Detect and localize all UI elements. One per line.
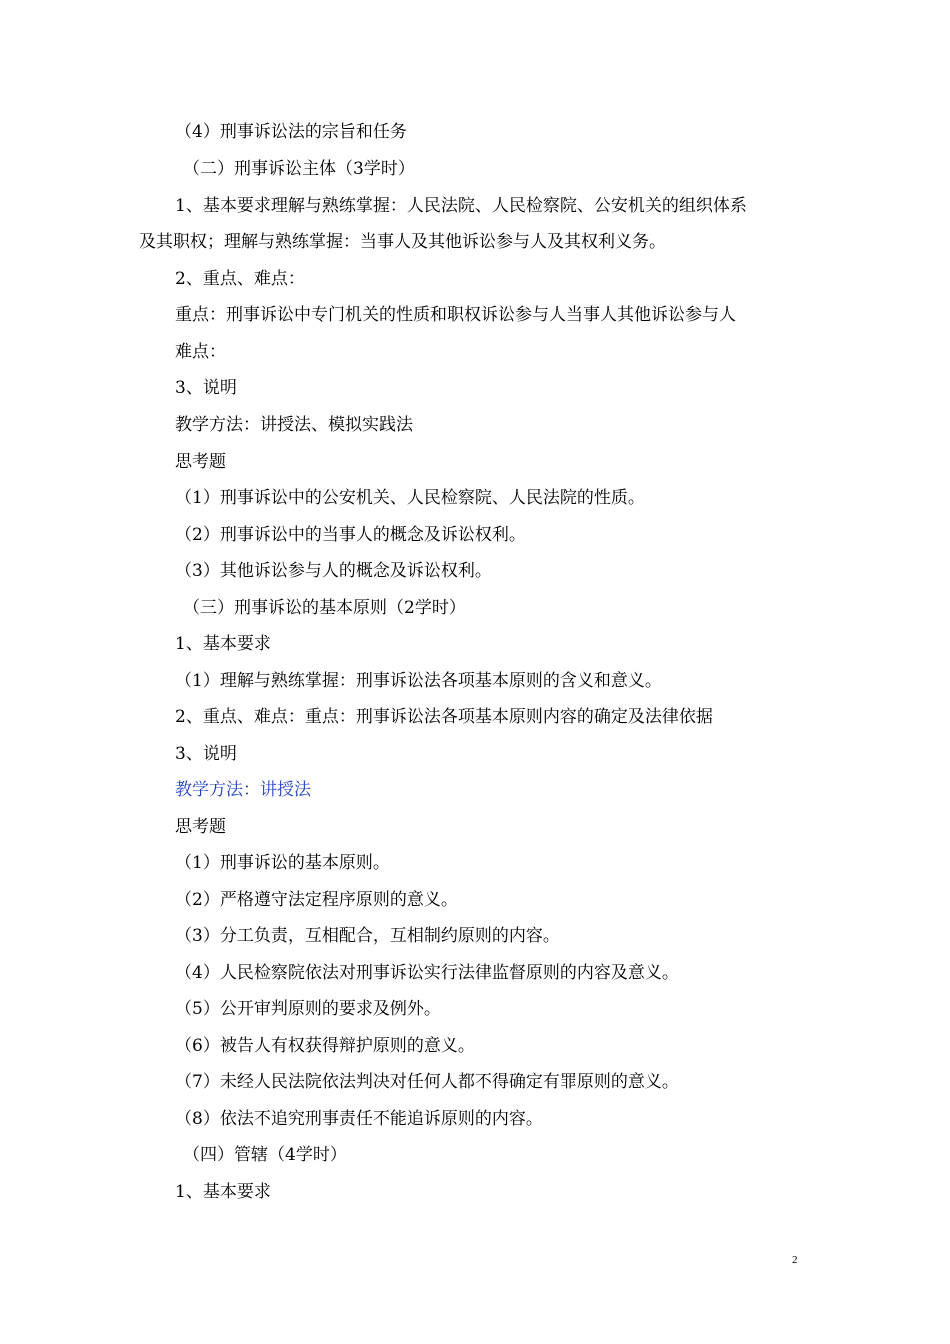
text-line: （1）刑事诉讼的基本原则。 [175,853,390,873]
section-heading: （二）刑事诉讼主体（3学时） [183,159,415,179]
text-line: 1、基本要求 [175,1182,271,1202]
text-line: 教学方法：讲授法、模拟实践法 [175,415,413,435]
text-line: 3、说明 [175,744,237,764]
text-line: （6）被告人有权获得辩护原则的意义。 [175,1036,475,1056]
text-line: （5）公开审判原则的要求及例外。 [175,999,441,1019]
text-line: （4）刑事诉讼法的宗旨和任务 [175,122,407,142]
text-line: 思考题 [175,452,226,472]
text-line: （3）分工负责，互相配合，互相制约原则的内容。 [175,926,560,946]
text-line: 难点： [175,342,226,362]
text-line: 2、重点、难点：重点：刑事诉讼法各项基本原则内容的确定及法律依据 [175,707,713,727]
text-line: （1）刑事诉讼中的公安机关、人民检察院、人民法院的性质。 [175,488,645,508]
page-number: 2 [792,1254,798,1266]
text-line: （3）其他诉讼参与人的概念及诉讼权利。 [175,561,492,581]
text-line: （7）未经人民法院依法判决对任何人都不得确定有罪原则的意义。 [175,1072,679,1092]
text-line: 1、基本要求理解与熟练掌握：人民法院、人民检察院、公安机关的组织体系 [175,196,747,216]
text-line: （2）严格遵守法定程序原则的意义。 [175,890,458,910]
text-line: （4）人民检察院依法对刑事诉讼实行法律监督原则的内容及意义。 [175,963,679,983]
text-line: （8）依法不追究刑事责任不能追诉原则的内容。 [175,1109,543,1129]
text-line: 重点：刑事诉讼中专门机关的性质和职权诉讼参与人当事人其他诉讼参与人 [175,305,736,325]
text-line: 思考题 [175,817,226,837]
text-line: （2）刑事诉讼中的当事人的概念及诉讼权利。 [175,525,526,545]
text-line: 1、基本要求 [175,634,271,654]
text-line: （1）理解与熟练掌握：刑事诉讼法各项基本原则的含义和意义。 [175,671,662,691]
text-line: 3、说明 [175,378,237,398]
text-line: 及其职权；理解与熟练掌握：当事人及其他诉讼参与人及其权利义务。 [139,232,666,252]
text-line: 2、重点、难点： [175,269,305,289]
section-heading: （四）管辖（4学时） [183,1145,347,1165]
section-heading: （三）刑事诉讼的基本原则（2学时） [183,598,466,618]
highlighted-text-line: 教学方法：讲授法 [175,780,311,800]
